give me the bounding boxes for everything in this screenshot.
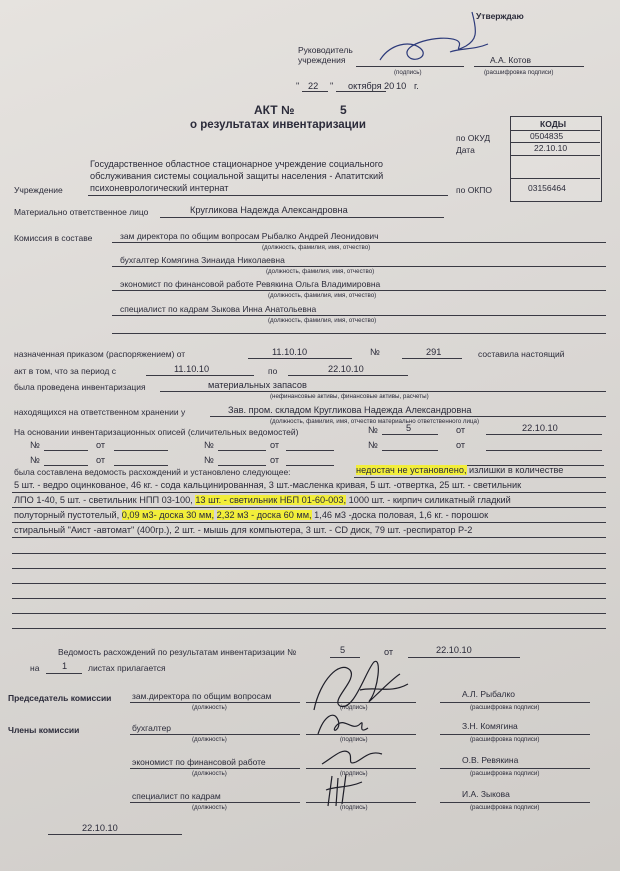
findings-line-3-b: 1000 шт. - кирпич силикатный гладкий bbox=[346, 495, 511, 505]
object-line bbox=[160, 391, 606, 392]
commission-caption-3: (должность, фамилия, имя, отчество) bbox=[268, 292, 377, 299]
member-1-decode-caption: (расшифровка подписи) bbox=[470, 736, 540, 743]
institution-line-3: психоневрологический интернат bbox=[90, 183, 229, 193]
member-3-decode-caption: (расшифровка подписи) bbox=[470, 804, 540, 811]
findings-intro: была составлена ведомость расхождений и установлено следующее: bbox=[14, 467, 291, 477]
member-1-name-line bbox=[440, 734, 590, 735]
chair-position: зам.директора по общим вопросам bbox=[132, 691, 272, 701]
findings-line-4-b: 1,46 м3 -доска половая, 1,6 кг. - порошок bbox=[311, 510, 489, 520]
codes-row-line-4 bbox=[510, 178, 600, 179]
statement-date-line bbox=[408, 657, 520, 658]
member-2-sign-caption: (подпись) bbox=[340, 770, 368, 777]
date-label: Дата bbox=[456, 145, 475, 155]
order-date-line bbox=[248, 358, 352, 359]
okpo-value: 03156464 bbox=[528, 183, 566, 193]
head-decode-caption: (расшифровка подписи) bbox=[484, 69, 554, 76]
commission-label: Комиссия в составе bbox=[14, 233, 93, 243]
basis-label: На основании инвентаризационных описей (сличительных ведомостей) bbox=[14, 427, 299, 437]
findings-line-5: стиральный "Аист -автомат" (400гр.), 2 шт. - мышь для компьютера, 3 шт. - CD диск, 79 шт. -респиратор Р-2 bbox=[14, 525, 473, 535]
period-label: акт в том, что за период с bbox=[14, 366, 116, 376]
member-1-sign-caption: (подпись) bbox=[340, 736, 368, 743]
member-3-position-line bbox=[130, 802, 300, 803]
blank-line-6 bbox=[12, 628, 606, 629]
responsible-name: Кругликова Надежда Александровна bbox=[190, 205, 348, 215]
codes-header: КОДЫ bbox=[540, 119, 567, 129]
blank-line-3 bbox=[12, 583, 606, 584]
basis-row2-line-e bbox=[382, 450, 438, 451]
storage-caption: (должность, фамилия, имя, отчество материально ответственного лица) bbox=[270, 418, 480, 425]
member-1-name: З.Н. Комягина bbox=[462, 721, 518, 731]
date-value: 22.10.10 bbox=[534, 143, 568, 153]
basis-no-label-2: № bbox=[30, 440, 40, 450]
findings-line-5-rule bbox=[12, 537, 606, 538]
member-3-name: И.А. Зыкова bbox=[462, 789, 510, 799]
findings-line-4-highlight-2: 2,32 м3 - доска 60 мм, bbox=[216, 510, 312, 520]
statement-from-label: от bbox=[384, 647, 394, 657]
basis-no-label-4: № bbox=[368, 440, 378, 450]
chair-decode-caption: (расшифровка подписи) bbox=[470, 704, 540, 711]
order-number: 291 bbox=[426, 347, 442, 357]
member-3-sign-caption: (подпись) bbox=[340, 804, 368, 811]
findings-highlight-1: недостач не установлено, bbox=[356, 465, 467, 475]
order-tail: составила настоящий bbox=[478, 349, 565, 359]
head-name: А.А. Котов bbox=[490, 55, 531, 65]
storage-person: Зав. пром. складом Кругликова Надежда Александровна bbox=[228, 405, 472, 415]
order-no-label: № bbox=[370, 347, 380, 357]
inventory-object: материальных запасов bbox=[208, 380, 307, 390]
conducted-label: была проведена инвентаризация bbox=[14, 382, 146, 392]
basis-from-label-5: от bbox=[96, 455, 106, 465]
responsible-label: Материально ответственное лицо bbox=[14, 207, 149, 217]
basis-number: 5 bbox=[406, 423, 412, 433]
period-to-label: по bbox=[268, 366, 278, 376]
member-2-signature bbox=[318, 740, 388, 772]
basis-no-label-5: № bbox=[30, 455, 40, 465]
period-from: 11.10.10 bbox=[174, 364, 210, 374]
chair-position-line bbox=[130, 702, 300, 703]
commission-caption-1: (должность, фамилия, имя, отчество) bbox=[262, 244, 371, 251]
storage-label: находящихся на ответственном хранении у bbox=[14, 407, 186, 417]
member-2-position-caption: (должность) bbox=[192, 770, 227, 777]
statement-date: 22.10.10 bbox=[436, 645, 472, 655]
findings-line-1-rule bbox=[354, 477, 606, 478]
period-to-line bbox=[288, 375, 408, 376]
member-1-position-line bbox=[130, 734, 300, 735]
chair-position-caption: (должность) bbox=[192, 704, 227, 711]
codes-row-line-3 bbox=[510, 155, 600, 156]
basis-no-label-3: № bbox=[204, 440, 214, 450]
member-1-position-caption: (должность) bbox=[192, 736, 227, 743]
institution-line-2: обслуживания системы социальной защиты населения - Апатитский bbox=[90, 171, 384, 181]
basis-from-label-2: от bbox=[96, 440, 106, 450]
institution-line-1: Государственное областное стационарное учреждение социального bbox=[90, 159, 383, 169]
findings-line-1 bbox=[356, 466, 563, 475]
basis-date: 22.10.10 bbox=[522, 423, 558, 433]
basis-date-line-1 bbox=[486, 434, 602, 435]
basis-row3-line-b bbox=[114, 465, 168, 466]
commission-line-2 bbox=[112, 266, 606, 267]
findings-line-4-highlight-1: 0,09 м3- доска 30 мм, bbox=[121, 510, 215, 520]
approve-title: Утверждаю bbox=[476, 11, 524, 21]
date-close-quote: " bbox=[330, 81, 334, 91]
member-2-position: экономист по финансовой работе bbox=[132, 757, 266, 767]
date-day: 22 bbox=[308, 81, 319, 91]
statement-on-label: на bbox=[30, 663, 40, 673]
member-2-name-line bbox=[440, 768, 590, 769]
basis-row2-line-f bbox=[486, 450, 602, 451]
basis-no-label-1: № bbox=[368, 425, 378, 435]
statement-sheets-tail: листах прилагается bbox=[88, 663, 166, 673]
commission-member-1: зам директора по общим вопросам Рыбалко Андрей Леонидович bbox=[120, 231, 379, 241]
basis-row2-line-a bbox=[44, 450, 88, 451]
member-3-position-caption: (должность) bbox=[192, 804, 227, 811]
object-caption: (нефинансовые активы, финансовые активы, расчеты) bbox=[270, 393, 429, 400]
order-number-line bbox=[402, 358, 462, 359]
findings-line-4-rule bbox=[12, 522, 606, 523]
statement-sheets-line bbox=[46, 673, 82, 674]
okpo-label: по ОКПО bbox=[456, 185, 492, 195]
findings-line-2: 5 шт. - ведро оцинкованое, 46 кг. - сода кальцинированная, 3 шт.-масленка кривая, 5 шт. -отвертка, 25 шт. - светильник bbox=[14, 480, 522, 490]
basis-row3-line-d bbox=[286, 465, 334, 466]
head-label-2: учреждения bbox=[298, 55, 346, 65]
basis-from-label-6: от bbox=[270, 455, 280, 465]
basis-from-label-4: от bbox=[456, 440, 466, 450]
date-open-quote: " bbox=[296, 81, 300, 91]
basis-row3-line-a bbox=[44, 465, 88, 466]
member-1-position: бухгалтер bbox=[132, 723, 172, 733]
member-3-name-line bbox=[440, 802, 590, 803]
findings-line-3-highlight: 13 шт. - светильник НБП 01-60-003, bbox=[195, 495, 347, 505]
basis-row2-line-c bbox=[218, 450, 266, 451]
basis-row2-line-d bbox=[286, 450, 334, 451]
basis-row2-line-b bbox=[114, 450, 168, 451]
period-to: 22.10.10 bbox=[328, 364, 364, 374]
head-sign-caption: (подпись) bbox=[394, 69, 422, 76]
commission-line-4 bbox=[112, 315, 606, 316]
basis-row3-line-c bbox=[218, 465, 266, 466]
act-title: АКТ № bbox=[254, 103, 295, 117]
statement-number: 5 bbox=[340, 645, 346, 655]
commission-member-3: экономист по финансовой работе Ревякина Ольга Владимировна bbox=[120, 279, 381, 289]
commission-caption-4: (должность, фамилия, имя, отчество) bbox=[268, 317, 377, 324]
final-date-line bbox=[48, 834, 182, 835]
commission-line-3 bbox=[112, 290, 606, 291]
commission-line-1 bbox=[112, 242, 606, 243]
chair-name-line bbox=[440, 702, 590, 703]
member-2-position-line bbox=[130, 768, 300, 769]
head-label-1: Руководитель bbox=[298, 45, 353, 55]
blank-line-5 bbox=[12, 613, 606, 614]
member-3-signature bbox=[318, 770, 368, 810]
date-year-end: г. bbox=[414, 81, 419, 91]
date-year-prefix: 20 bbox=[384, 81, 395, 91]
blank-line-4 bbox=[12, 598, 606, 599]
basis-from-label-3: от bbox=[270, 440, 280, 450]
act-number: 5 bbox=[340, 103, 347, 117]
commission-member-4: специалист по кадрам Зыкова Инна Анатольевна bbox=[120, 304, 317, 314]
member-1-signature bbox=[312, 706, 372, 740]
head-signature bbox=[370, 4, 500, 76]
findings-line-2-rule bbox=[12, 492, 606, 493]
commission-member-2: бухгалтер Комягина Зинаида Николаевна bbox=[120, 255, 285, 265]
order-date: 11.10.10 bbox=[272, 347, 308, 357]
okud-label: по ОКУД bbox=[456, 133, 491, 143]
commission-line-5 bbox=[112, 333, 606, 334]
final-date: 22.10.10 bbox=[82, 823, 118, 833]
member-2-decode-caption: (расшифровка подписи) bbox=[470, 770, 540, 777]
basis-number-line-1 bbox=[382, 434, 438, 435]
responsible-line bbox=[160, 217, 444, 218]
period-from-line bbox=[146, 375, 254, 376]
okud-value: 0504835 bbox=[530, 131, 564, 141]
chair-sign-caption: (подпись) bbox=[340, 704, 368, 711]
blank-line-1 bbox=[12, 553, 606, 554]
statement-sheets: 1 bbox=[62, 661, 68, 671]
act-subtitle: о результатах инвентаризации bbox=[190, 119, 366, 131]
date-year-suffix: 10 bbox=[396, 81, 407, 91]
institution-label: Учреждение bbox=[14, 185, 63, 195]
findings-line-3 bbox=[14, 496, 511, 505]
chair-name: А.Л. Рыбалко bbox=[462, 689, 516, 699]
basis-no-label-6: № bbox=[204, 455, 214, 465]
storage-line bbox=[210, 416, 606, 417]
members-label: Члены комиссии bbox=[8, 725, 80, 735]
order-label: назначенная приказом (распоряжением) от bbox=[14, 349, 186, 359]
date-month: октября bbox=[348, 81, 382, 91]
member-3-position: специалист по кадрам bbox=[132, 791, 221, 801]
findings-line-3-rule bbox=[12, 507, 606, 508]
findings-line-3-a: ЛПО 1-40, 5 шт. - светильник НПП 03-100, bbox=[14, 495, 196, 505]
findings-line-4-a: полуторный пустотелый, bbox=[14, 510, 122, 520]
basis-from-label-1: от bbox=[456, 425, 466, 435]
findings-line-4 bbox=[14, 511, 488, 520]
statement-label: Ведомость расхождений по результатам инвентаризации № bbox=[58, 647, 297, 657]
commission-caption-2: (должность, фамилия, имя, отчество) bbox=[266, 268, 375, 275]
blank-line-2 bbox=[12, 568, 606, 569]
member-2-name: О.В. Ревякина bbox=[462, 755, 519, 765]
institution-line bbox=[88, 195, 448, 196]
chair-label: Председатель комиссии bbox=[8, 693, 112, 703]
findings-after-1: излишки в количестве bbox=[466, 465, 564, 475]
